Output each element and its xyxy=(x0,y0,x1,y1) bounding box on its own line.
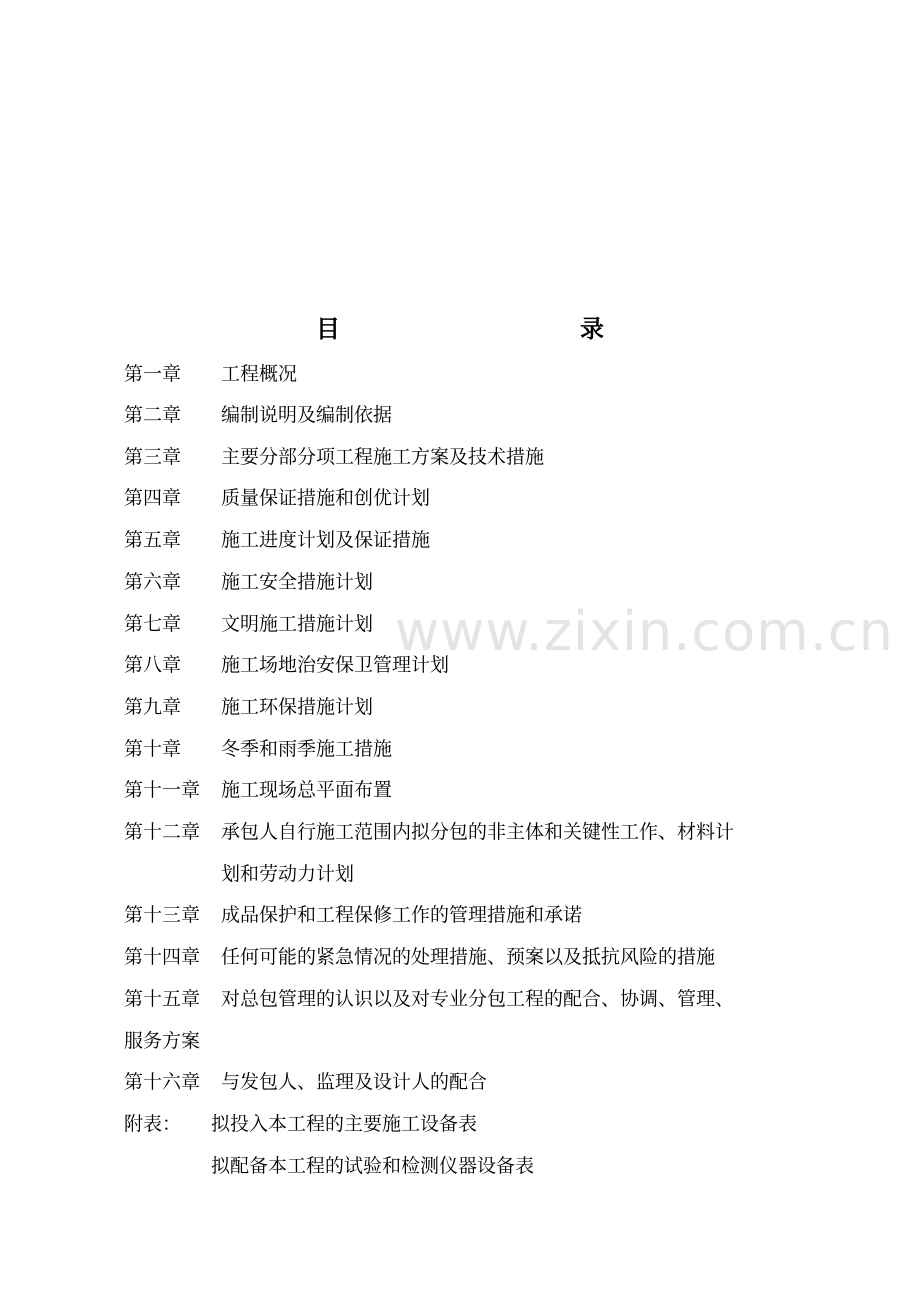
chapter-title: 对总包管理的认识以及对专业分包工程的配合、协调、管理、 xyxy=(221,988,735,1010)
chapter-number: 第十五章 xyxy=(124,988,201,1010)
chapter-title-continued: 划和劳动力计划 xyxy=(221,863,355,885)
chapter-number: 第七章 xyxy=(124,613,182,635)
appendix-label: 附表： xyxy=(124,1113,182,1135)
watermark: www.zixin.com.cn xyxy=(395,600,894,663)
chapter-title: 承包人自行施工范围内拟分包的非主体和关键性工作、材料计 xyxy=(221,821,735,843)
chapter-number: 第二章 xyxy=(124,404,182,426)
chapter-number: 第十一章 xyxy=(124,779,201,801)
appendix-item: 拟配备本工程的试验和检测仪器设备表 xyxy=(211,1155,535,1177)
chapter-title: 编制说明及编制依据 xyxy=(221,404,393,426)
chapter-number: 第五章 xyxy=(124,529,182,551)
chapter-number: 第十章 xyxy=(124,738,182,760)
chapter-title: 施工环保措施计划 xyxy=(221,696,374,718)
chapter-number: 第四章 xyxy=(124,487,182,509)
toc-entry xyxy=(124,811,814,895)
toc-entry xyxy=(124,978,814,1062)
chapter-number: 第十四章 xyxy=(124,946,201,968)
chapter-title: 冬季和雨季施工措施 xyxy=(221,738,393,760)
chapter-number: 第三章 xyxy=(124,446,182,468)
chapter-title: 任何可能的紧急情况的处理措施、预案以及抵抗风险的措施 xyxy=(221,946,716,968)
chapter-title: 文明施工措施计划 xyxy=(221,613,374,635)
chapter-title: 与发包人、监理及设计人的配合 xyxy=(221,1071,488,1093)
chapter-title: 施工现场总平面布置 xyxy=(221,779,393,801)
chapter-number: 第八章 xyxy=(124,654,182,676)
appendix-item: 拟投入本工程的主要施工设备表 xyxy=(211,1113,478,1135)
chapter-title: 施工安全措施计划 xyxy=(221,571,374,593)
chapter-number: 第九章 xyxy=(124,696,182,718)
chapter-title: 质量保证措施和创优计划 xyxy=(221,487,431,509)
chapter-title: 施工场地治安保卫管理计划 xyxy=(221,654,450,676)
chapter-title: 主要分部分项工程施工方案及技术措施 xyxy=(221,446,545,468)
chapter-number: 第六章 xyxy=(124,571,182,593)
chapter-number: 第十六章 xyxy=(124,1071,201,1093)
chapter-title: 工程概况 xyxy=(221,363,298,385)
chapter-number: 第一章 xyxy=(124,363,182,385)
page-title: 目 录 xyxy=(316,314,668,343)
chapter-title: 施工进度计划及保证措施 xyxy=(221,529,431,551)
chapter-title-continued: 服务方案 xyxy=(124,1030,201,1052)
chapter-number: 第十二章 xyxy=(124,821,201,843)
chapter-number: 第十三章 xyxy=(124,904,201,926)
chapter-title: 成品保护和工程保修工作的管理措施和承诺 xyxy=(221,904,583,926)
